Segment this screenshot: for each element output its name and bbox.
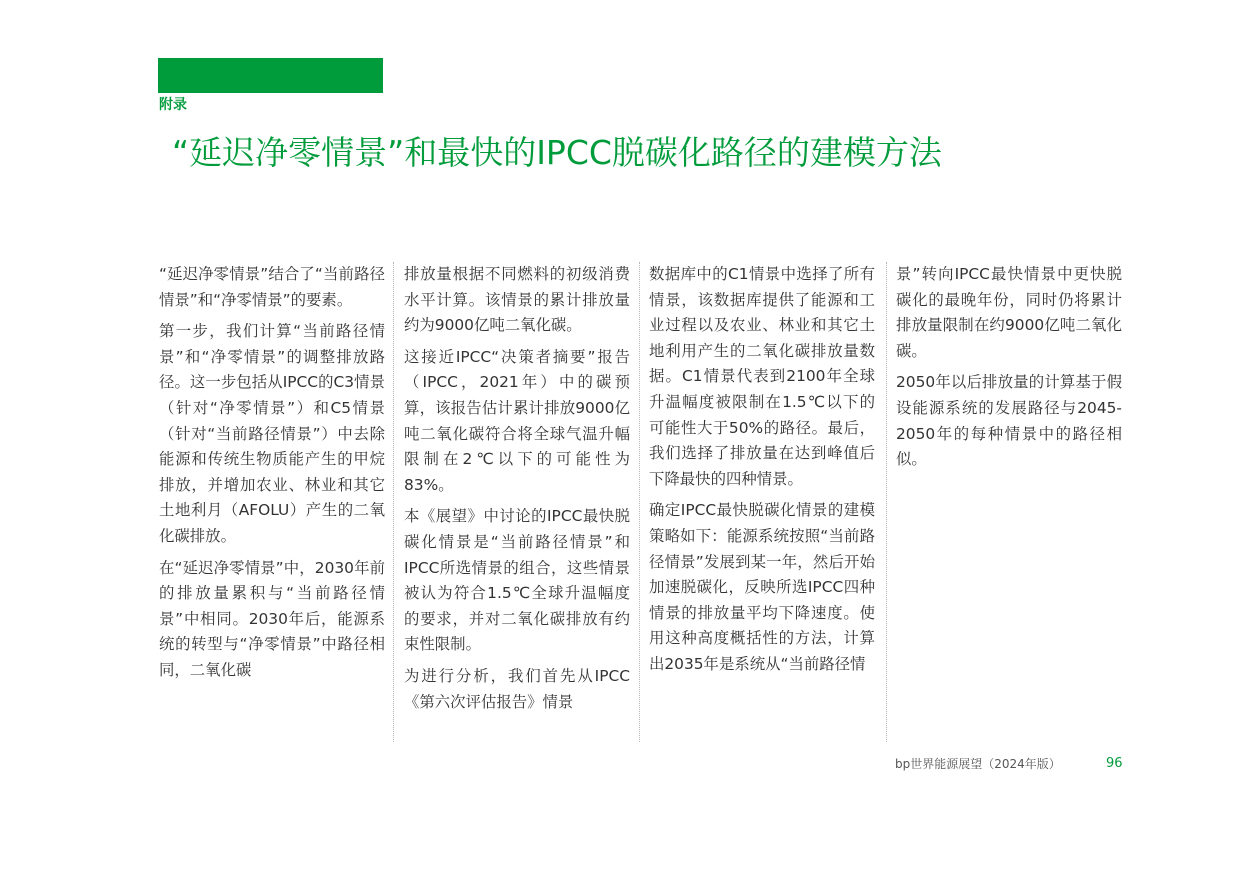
column-divider: [393, 262, 394, 742]
paragraph: 为进行分析，我们首先从IPCC《第六次评估报告》情景: [404, 666, 630, 711]
paragraph: 在“延迟净零情景”中，2030年前的排放量累积与“当前路径情景”中相同。2030年后，能源系统的转型与“净零情景”中路径相同，二氧化碳: [159, 558, 385, 679]
header-accent-bar: [158, 58, 383, 93]
paragraph: 2050年以后排放量的计算基于假设能源系统的发展路径与2045-2050年的每种情景中的路径相似。: [896, 373, 1122, 469]
text-column-3: [649, 262, 875, 684]
paragraph: 数据库中的C1情景中选择了所有情景，该数据库提供了能源和工业过程以及农业、林业和其它土地利用产生的二氧化碳排放量数据。C1情景代表到2100年全球升温幅度被限制在1.5℃以下的可能性大于50%的路径。最后，我们选择了排放量在达到峰值后下降最快的四种情景。: [649, 265, 875, 488]
paragraph: 确定IPCC最快脱碳化情景的建模策略如下：能源系统按照“当前路径情景”发展到某一年，然后开始加速脱碳化，反映所选IPCC四种情景的排放量平均下降速度。使用这种高度概括性的方法，计算出2035年是系统从“当前路径情: [649, 501, 875, 673]
paragraph: 本《展望》中讨论的IPCC最快脱碳化情景是“当前路径情景”和IPCC所选情景的组合，这些情景被认为符合1.5℃全球升温幅度的要求，并对二氧化碳排放有约束性限制。: [404, 507, 630, 654]
page-title: “延迟净零情景”和最快的IPCC脱碳化路径的建模方法: [172, 133, 942, 172]
paragraph: 景”转向IPCC最快情景中更快脱碳化的最晚年份，同时仍将累计排放量限制在约9000亿吨二氧化碳。: [896, 265, 1122, 360]
column-divider: [639, 262, 640, 742]
column-divider: [886, 262, 887, 742]
text-column-2: [404, 262, 630, 721]
paragraph: 排放量根据不同燃料的初级消费水平计算。该情景的累计排放量约为9000亿吨二氧化碳。: [404, 265, 630, 335]
text-column-1: [159, 262, 385, 690]
footer-publication-title: bp世界能源展望（2024年版）: [895, 757, 1061, 771]
page-number: 96: [1106, 756, 1123, 771]
section-label: 附录: [159, 97, 187, 113]
paragraph: 第一步，我们计算“当前路径情景”和“净零情景”的调整排放路径。这一步包括从IPCC的C3情景（针对“净零情景”）和C5情景（针对“当前路径情景”）中去除能源和传统生物质能产生的甲烷排放，并增加农业、林业和其它土地利月（AFOLU）产生的二氧化碳排放。: [159, 322, 385, 545]
text-column-4: [896, 262, 1122, 479]
paragraph: 这接近IPCC“决策者摘要”报告（IPCC，2021年）中的碳预算，该报告估计累计排放9000亿吨二氧化碳符合将全球气温升幅限制在2℃以下的可能性为83%。: [404, 347, 630, 494]
paragraph: “延迟净零情景”结合了“当前路径情景”和“净零情景”的要素。: [159, 265, 385, 309]
